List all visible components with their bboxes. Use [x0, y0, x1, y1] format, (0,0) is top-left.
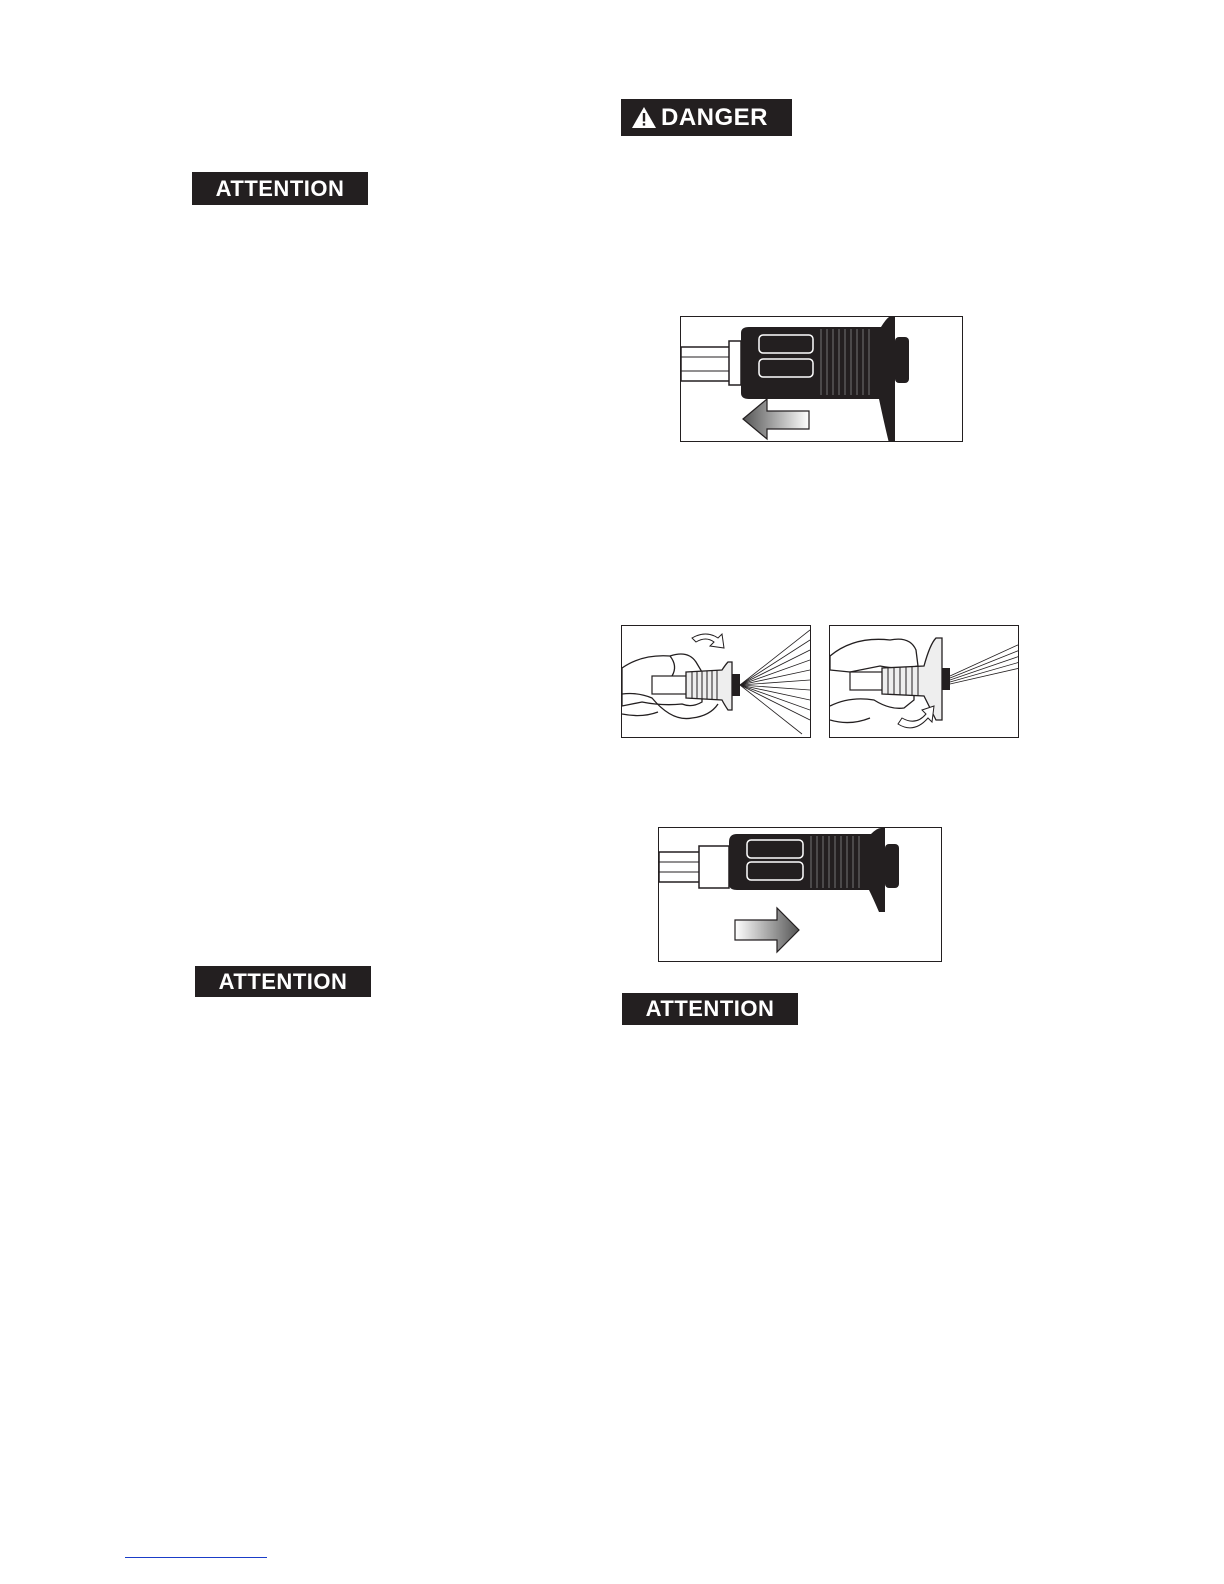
arrow-left-icon [743, 399, 809, 439]
attention-label-text: ATTENTION [215, 175, 345, 201]
wire-brush-bristles [950, 644, 1019, 684]
danger-label-text: DANGER [661, 103, 769, 131]
wire-brush-bristles [740, 630, 810, 734]
attention-label-text: ATTENTION [645, 996, 775, 1021]
rotate-arrow-icon [898, 706, 934, 728]
danger-label [621, 99, 792, 136]
warning-triangle-icon [631, 106, 657, 129]
attention-label-bottom [195, 966, 371, 997]
arrow-right-icon [735, 908, 799, 952]
rotate-arrow-icon [692, 634, 724, 648]
attention-label-top [192, 172, 368, 205]
handle-tighten-figure [829, 625, 1019, 738]
handle-loosen-figure [621, 625, 811, 738]
handle-install-figure [658, 827, 942, 962]
attention-label-right [622, 993, 798, 1025]
footer-link-underline[interactable] [125, 1557, 267, 1558]
attention-label-text: ATTENTION [218, 968, 348, 994]
handle-removal-figure [680, 316, 963, 442]
side-handle-illustration [659, 828, 899, 912]
